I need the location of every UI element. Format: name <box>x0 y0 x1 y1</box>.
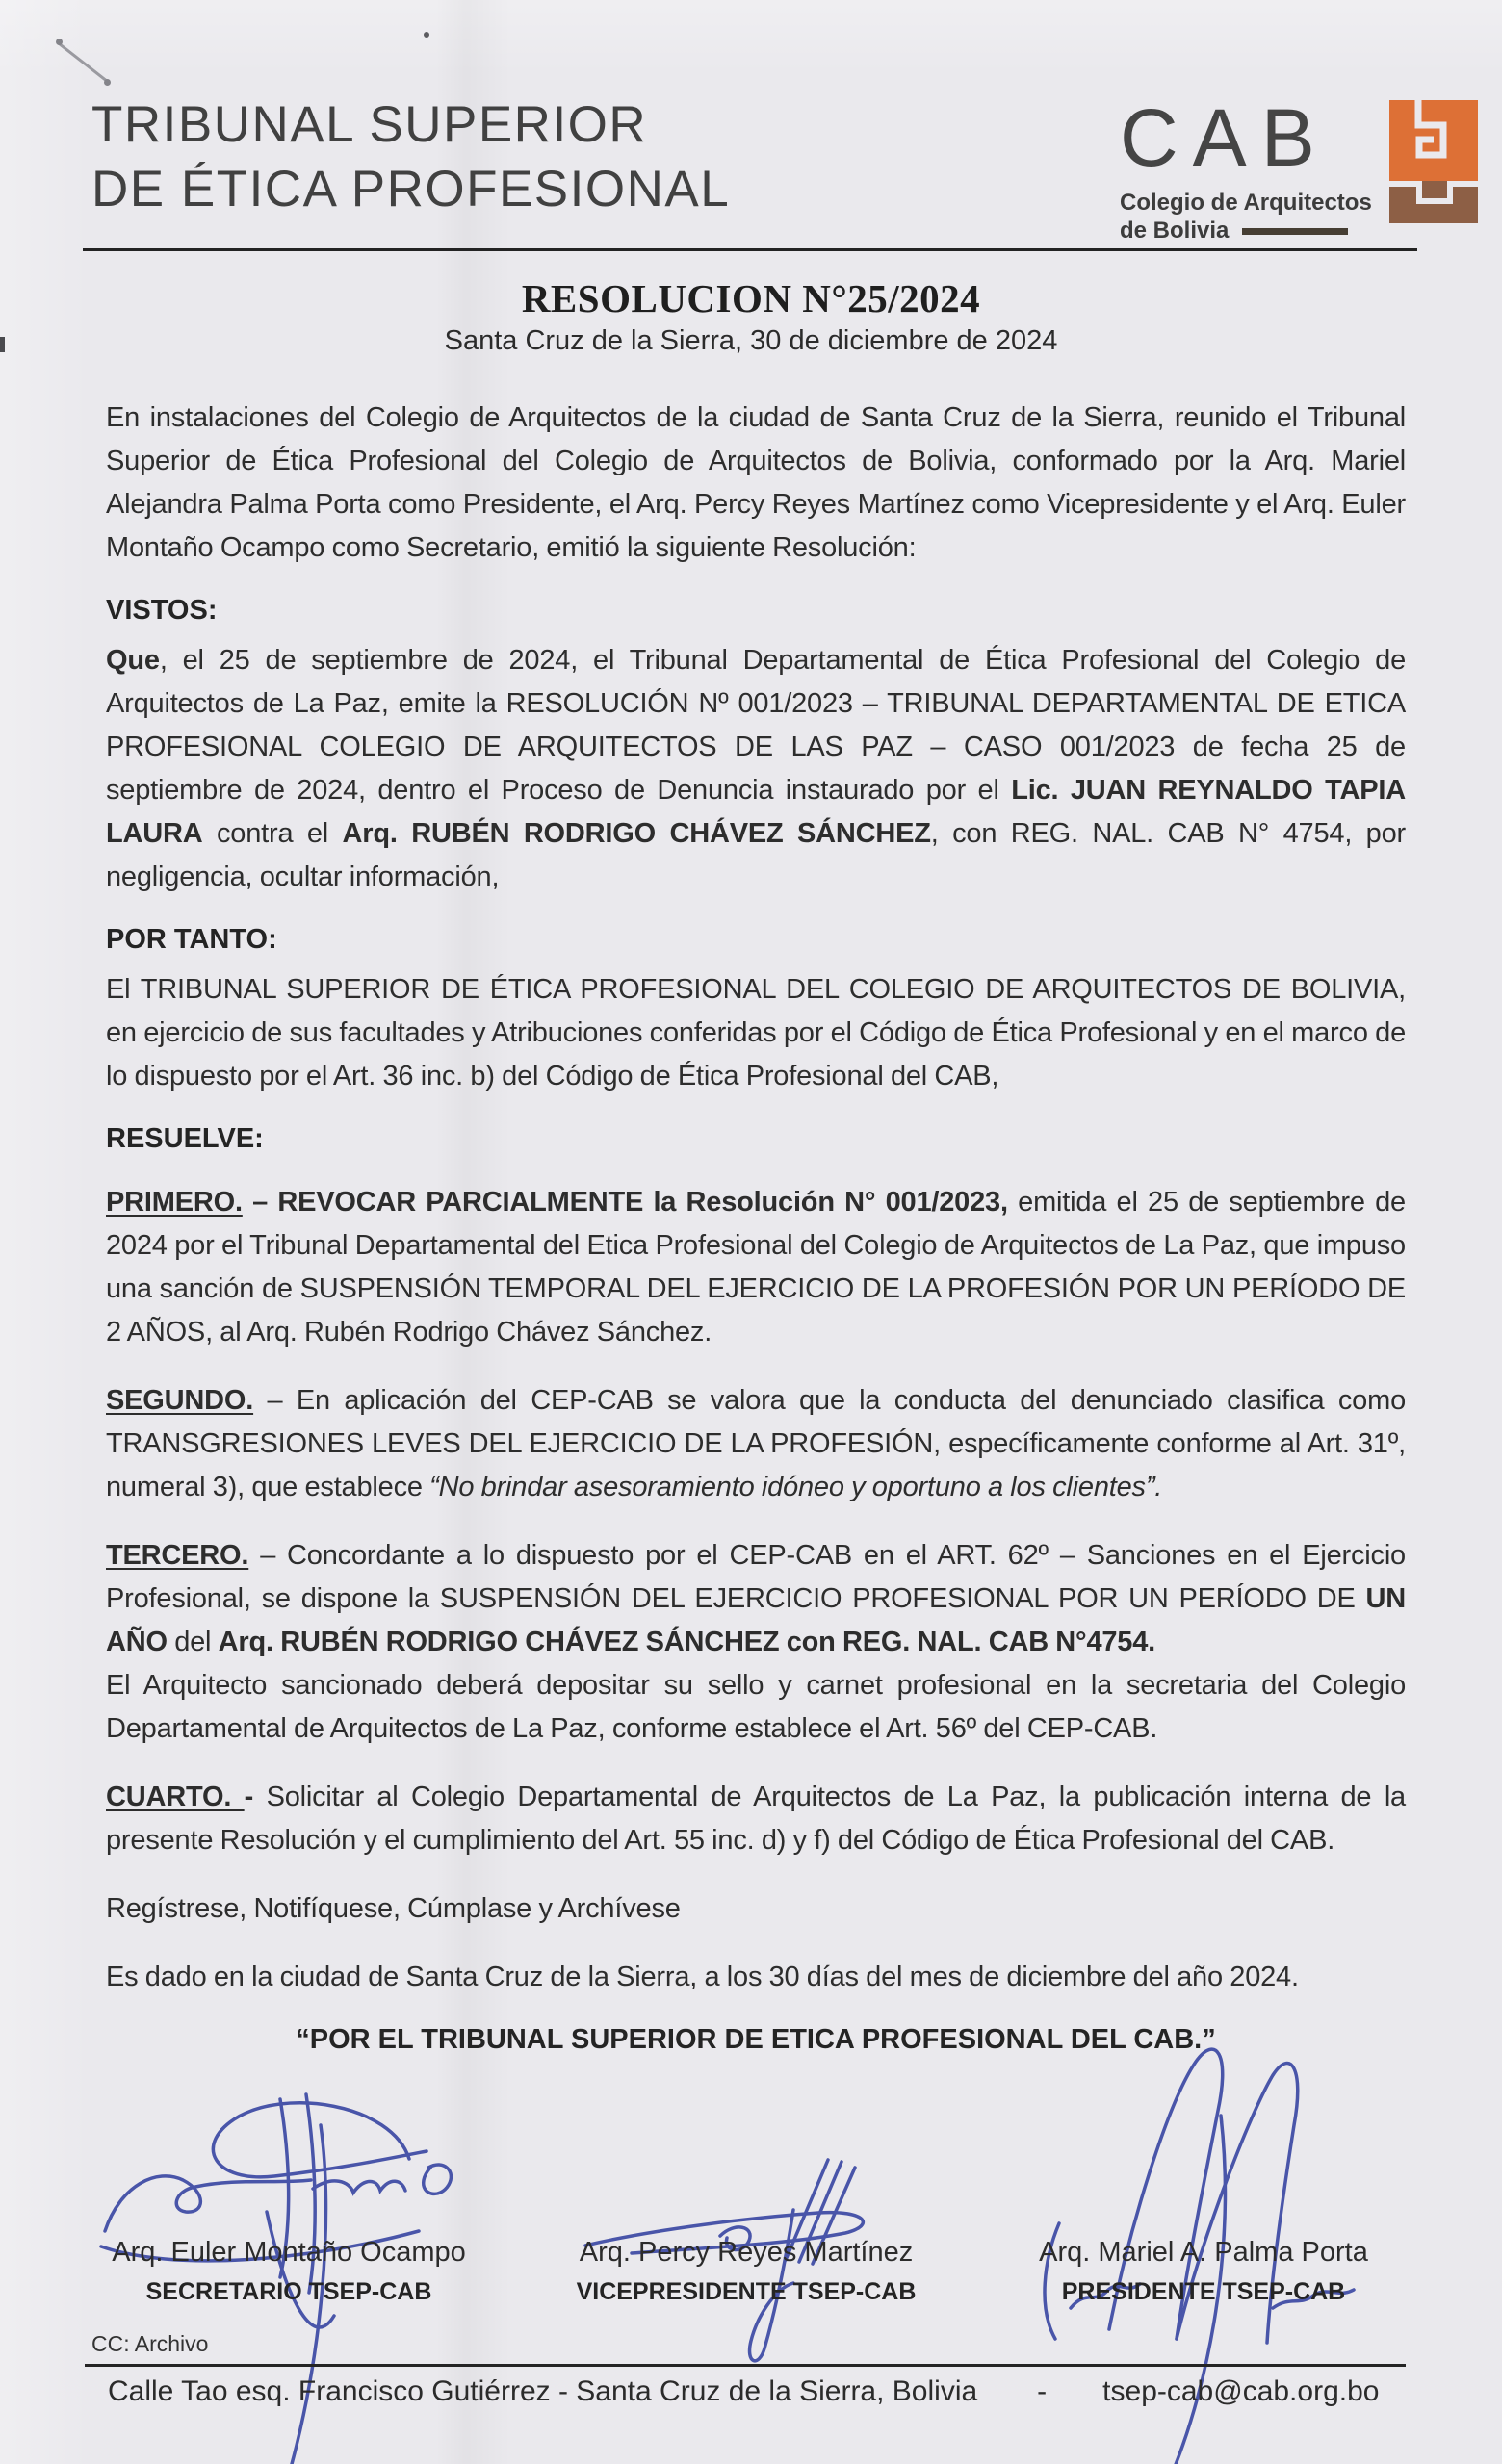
logo-underline-bar <box>1242 228 1348 235</box>
org-name-line2: DE ÉTICA PROFESIONAL <box>91 161 731 218</box>
signature-block-secretario <box>82 2235 496 2306</box>
letterhead-org-name <box>91 92 730 221</box>
signer-title: VICEPRESIDENTE TSEP-CAB <box>576 2278 917 2305</box>
primero-paragraph: PRIMERO. – REVOCAR PARCIALMENTE la Resolución N° 001/2023, emitida el 25 de septiembre de 2024 por el Tribunal Departamental del Etica Profesional del Colegio de Arquitectos de La Paz, que impuso una sanción de SUSPENSIÓN TEMPORAL DEL EJERCICIO DE LA PROFESIÓN POR UN PERÍODO DE 2 AÑOS, al Arq. Rubén Rodrigo Chávez Sánchez. <box>106 1187 1406 1348</box>
dateline: Santa Cruz de la Sierra, 30 de diciembre de 2024 <box>444 325 1058 356</box>
footer-contact <box>108 2375 1379 2408</box>
staple-hole <box>56 38 63 45</box>
intro-paragraph: En instalaciones del Colegio de Arquitectos de la ciudad de Santa Cruz de la Sierra, reunido el Tribunal Superior de Ética Profesional del Colegio de Arquitectos de Bolivia, conformado por la Arq. Mariel Alejandra Palma Porta como Presidente, el Arq. Percy Reyes Martínez como Vicepresidente y el Arq. Euler Montaño Ocampo como Secretario, emitió la siguiente Resolución: <box>106 402 1406 563</box>
es-dado-line: Es dado en la ciudad de Santa Cruz de la Sierra, a los 30 días del mes de diciembre del año 2024. <box>106 1962 1299 1992</box>
vistos-heading: VISTOS: <box>106 595 218 626</box>
vistos-paragraph: Que, el 25 de septiembre de 2024, el Tribunal Departamental de Ética Profesional del Colegio de Arquitectos de La Paz, emite la RESOLUCIÓN Nº 001/2023 – TRIBUNAL DEPARTAMENTAL DE ETICA PROFESIONAL COLEGIO DE ARQUITECTOS DE LAS PAZ – CASO 001/2023 de fecha 25 de septiembre de 2024, dentro el Proceso de Denuncia instaurado por el Lic. JUAN REYNALDO TAPIA LAURA contra el Arq. RUBÉN RODRIGO CHÁVEZ SÁNCHEZ, con REG. NAL. CAB N° 4754, por negligencia, ocultar información, <box>106 645 1406 892</box>
resolution-body <box>0 385 1502 2059</box>
cab-logo-mark-icon <box>1389 100 1478 223</box>
signer-title: SECRETARIO TSEP-CAB <box>145 2278 432 2305</box>
por-tanto-paragraph: El TRIBUNAL SUPERIOR DE ÉTICA PROFESIONAL DEL COLEGIO DE ARQUITECTOS DE BOLIVIA, en ejercicio de sus facultades y Atribuciones conferidas por el Código de Ética Profesional y en el marco de lo dispuesto por el Art. 36 inc. b) del Código de Ética Profesional del CAB, <box>106 974 1406 1091</box>
por-tanto-heading: POR TANTO: <box>106 924 277 955</box>
cab-logo <box>1120 92 1478 244</box>
closing-line: “POR EL TRIBUNAL SUPERIOR DE ETICA PROFESIONAL DEL CAB.” <box>296 2024 1216 2055</box>
registrese-line: Regístrese, Notifíquese, Cúmplase y Archívese <box>106 1893 681 1924</box>
cc-line: CC: Archivo <box>91 2331 209 2356</box>
org-name-line1: TRIBUNAL SUPERIOR <box>91 96 648 153</box>
resolution-title: RESOLUCION N°25/2024 <box>521 276 981 321</box>
logo-org-line1: Colegio de Arquitectos <box>1120 190 1372 216</box>
logo-org-line2: de Bolivia <box>1120 217 1372 244</box>
staple-mark <box>58 42 108 83</box>
scan-speck <box>424 32 429 38</box>
footer-email: tsep-cab@cab.org.bo <box>1102 2375 1380 2407</box>
cab-logo-text <box>1120 92 1372 244</box>
staple-hole <box>104 79 111 86</box>
signer-title: PRESIDENTE TSEP-CAB <box>1061 2278 1346 2305</box>
footer-separator: - <box>1037 2375 1048 2407</box>
tercero-paragraph: TERCERO. – Concordante a lo dispuesto por el CEP-CAB en el ART. 62º – Sanciones en el Ejercicio Profesional, se dispone la SUSPENSIÓN DEL EJERCICIO PROFESIONAL POR UN PERÍODO DE UN AÑO del Arq. RUBÉN RODRIGO CHÁVEZ SÁNCHEZ con REG. NAL. CAB N°4754. <box>106 1540 1406 1657</box>
tercero-continuation-paragraph: El Arquitecto sancionado deberá depositar su sello y carnet profesional en la secretaria del Colegio Departamental de Arquitectos de La Paz, conforme establece el Art. 56º del CEP-CAB. <box>106 1670 1406 1744</box>
signer-name: Arq. Mariel A. Palma Porta <box>1039 2237 1368 2268</box>
resuelve-heading: RESUELVE: <box>106 1123 264 1154</box>
footer-address: Calle Tao esq. Francisco Gutiérrez - Santa Cruz de la Sierra, Bolivia <box>108 2375 978 2407</box>
segundo-paragraph: SEGUNDO. – En aplicación del CEP-CAB se valora que la conducta del denunciado clasifica como TRANSGRESIONES LEVES DEL EJERCICIO DE LA PROFESIÓN, específicamente conforme al Art. 31º, numeral 3), que establece “No brindar asesoramiento idóneo y oportuno a los clientes”. <box>106 1385 1406 1502</box>
signer-name: Arq. Euler Montaño Ocampo <box>112 2237 466 2268</box>
signature-block-vicepresidente <box>544 2235 948 2306</box>
signer-name: Arq. Percy Reyes Martínez <box>579 2237 914 2268</box>
cuarto-paragraph: CUARTO. - Solicitar al Colegio Departamental de Arquitectos de La Paz, la publicación interna de la presente Resolución y el cumplimiento del Art. 55 inc. d) y f) del Código de Ética Profesional del CAB. <box>106 1782 1406 1856</box>
cab-logo-acronym: CAB <box>1120 92 1330 183</box>
footer-divider <box>85 2364 1406 2367</box>
cab-logo-org-name <box>1120 189 1372 244</box>
signature-block-presidente <box>1001 2235 1406 2306</box>
letterhead-divider <box>83 248 1417 251</box>
